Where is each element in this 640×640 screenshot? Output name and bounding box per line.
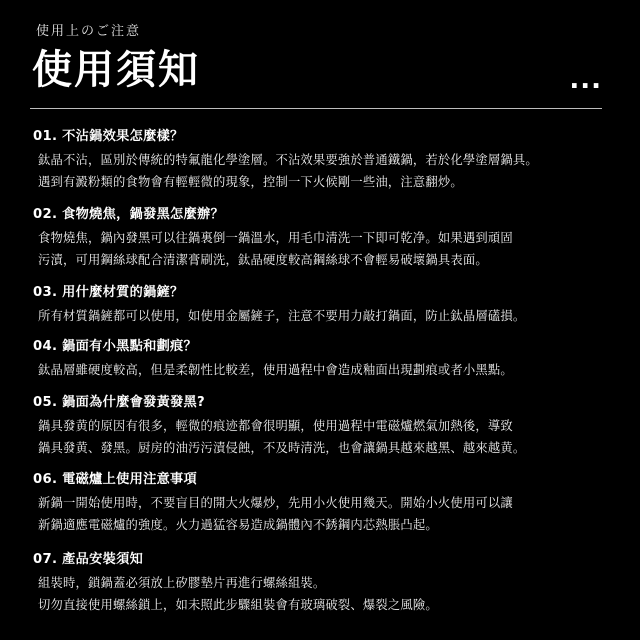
faq-question: 04. 鍋面有小黑點和劃痕？ xyxy=(33,339,198,354)
faq-answer xyxy=(38,573,620,616)
faq-question: 06. 電磁爐上使用注意事項 xyxy=(33,472,198,487)
faq-answer xyxy=(38,306,620,328)
faq-question: 05. 鍋面為什麼會發黃發黑? xyxy=(33,395,205,410)
faq-answer-line: 遇到有澱粉類的食物會有輕輕微的現象，控制一下火候剛一些油，注意翻炒。 xyxy=(38,174,463,189)
faq-question: 01. 不沾鍋效果怎麼樣？ xyxy=(33,129,184,144)
faq-answer-line: 新鍋適應電磁爐的強度。火力過猛容易造成鍋體內不銹鋼内芯熱脹凸起。 xyxy=(38,517,438,532)
faq-item-02 xyxy=(30,206,620,271)
faq-item-03 xyxy=(30,284,620,328)
faq-item-05 xyxy=(30,394,620,459)
faq-answer xyxy=(38,416,620,459)
faq-answer-line: 食物燒焦，鍋內發黑可以往鍋裏倒一鍋溫水，用毛巾清洗一下即可乾净。如果遇到頑固 xyxy=(38,231,513,245)
faq-answer-line: 組裝時，鎖鍋蓋必須放上矽膠墊片再進行螺絲組裝。 xyxy=(38,576,326,590)
page-title: 使用須知 xyxy=(32,47,200,93)
faq-answer xyxy=(38,360,620,382)
faq-answer xyxy=(38,150,620,193)
faq-item-01 xyxy=(30,128,620,193)
faq-question: 03. 用什麼材質的鍋鏟？ xyxy=(33,285,184,300)
more-icon: ... xyxy=(569,65,602,95)
faq-answer-line: 所有材質鍋鏟都可以使用，如使用金屬鏟子，注意不要用力敲打鍋面，防止鈦晶層礚損。 xyxy=(38,309,526,323)
faq-answer xyxy=(38,493,620,536)
faq-question: 07. 產品安裝須知 xyxy=(33,552,144,567)
faq-answer-line: 鍋具發黄、發黑。厨房的油汚污漬侵蝕，不及時清洗，也會讓鍋具越來越黑、越來越黄。 xyxy=(38,440,526,455)
faq-item-04 xyxy=(30,338,620,382)
faq-item-06 xyxy=(30,471,620,536)
faq-answer-line: 切勿直接使用螺絲鎖上，如未照此步驟組裝會有玻璃破裂、爆裂之風險。 xyxy=(38,597,438,612)
faq-answer-line: 鈦晶層雖硬度較高，但是柔韌性比較差，使用過程中會造成釉面出現劃痕或者小黑點。 xyxy=(38,363,513,377)
faq-item-07 xyxy=(30,551,620,616)
faq-answer-line: 鍋具發黄的原因有很多，輕微的痕迹都會很明顯，使用過程中電磁爐燃氣加熱後，導致 xyxy=(38,419,513,433)
header-divider xyxy=(30,108,602,109)
faq-question: 02. 食物燒焦，鍋發黑怎麼辦？ xyxy=(33,207,225,222)
faq-answer-line: 鈦晶不沾，區別於傳統的特氟龍化學塗層。不沾效果要強於普通鐵鍋，若於化學塗層鍋具。 xyxy=(38,153,538,167)
page-subtitle: 使用上のご注意 xyxy=(36,24,142,39)
faq-answer-line: 污漬，可用鋼絲球配合清潔膏刷洗，鈦晶硬度較高鋼絲球不會輕易破壞鍋具表面。 xyxy=(38,252,488,267)
faq-answer xyxy=(38,228,620,271)
faq-answer-line: 新鍋一開始使用時，不要盲目的開大火爆炒，先用小火使用幾天。開始小火使用可以讓 xyxy=(38,496,513,510)
